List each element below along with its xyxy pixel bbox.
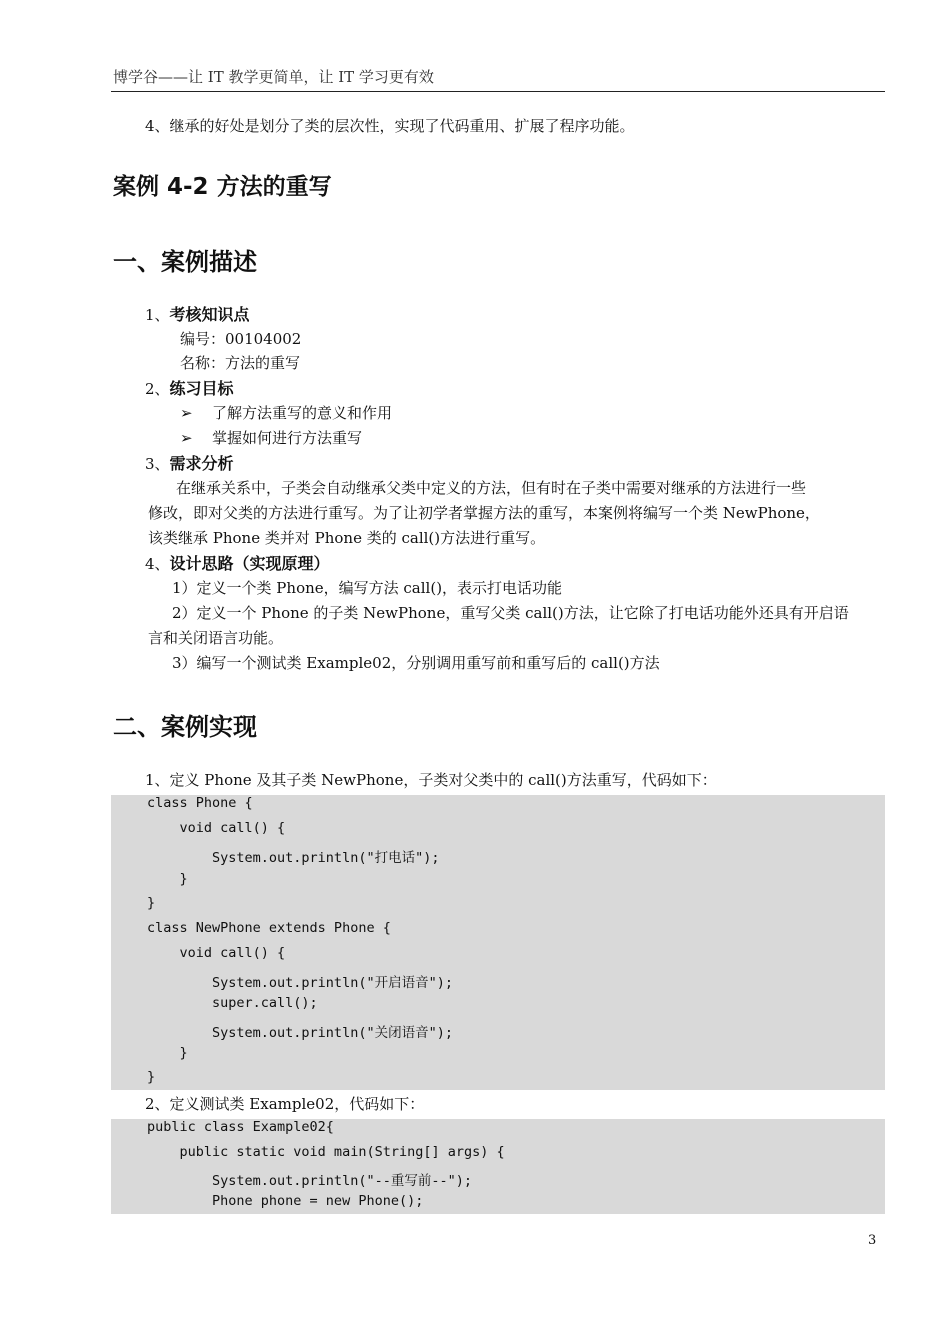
code-line: void call() { — [147, 820, 286, 836]
item-design-idea — [145, 551, 330, 577]
goal-list-item — [180, 426, 362, 451]
code-line: void call() { — [147, 945, 286, 961]
code-line: public static void main(String[] args) { — [147, 1144, 505, 1160]
design-line: 3）编写一个测试类 Example02，分别调用重写前和重写后的 call()方法 — [172, 654, 660, 672]
code-line: } — [147, 1045, 188, 1061]
code-line: public class Example02{ — [147, 1119, 334, 1135]
item-title: 练习目标 — [169, 379, 234, 398]
code-line: System.out.println("关闭语音"); — [147, 1025, 453, 1041]
page-header: 博学谷——让 IT 教学更简单，让 IT 学习更有效 — [113, 68, 434, 86]
page-number: 3 — [868, 1233, 877, 1248]
arrow-bullet-icon: ➢ — [180, 404, 193, 422]
item-knowledge-point — [145, 302, 250, 328]
code-line: class Phone { — [147, 795, 253, 811]
code-block-example02 — [111, 1119, 885, 1214]
item-number: 1、 — [145, 306, 170, 324]
code-block-phone — [111, 795, 885, 1090]
item-title: 设计思路（实现原理） — [169, 554, 330, 573]
code-line: super.call(); — [147, 995, 318, 1011]
knowledge-name: 名称：方法的重写 — [180, 354, 301, 372]
design-line: 言和关闭语言功能。 — [148, 629, 284, 647]
code-line: } — [147, 871, 188, 887]
code-line: System.out.println("打电话"); — [147, 850, 440, 866]
section-title-implementation: 二、案例实现 — [113, 713, 257, 741]
header-divider — [111, 91, 885, 92]
design-line: 1）定义一个类 Phone，编写方法 call()，表示打电话功能 — [172, 579, 563, 597]
design-line: 2）定义一个 Phone 的子类 NewPhone，重写父类 call()方法，让它除了打电话功能外还具有开启语 — [172, 604, 849, 622]
item-requirement-analysis — [145, 451, 234, 477]
item-number: 4、 — [145, 555, 170, 573]
code-line: System.out.println("开启语音"); — [147, 975, 453, 991]
analysis-line: 该类继承 Phone 类并对 Phone 类的 call()方法进行重写。 — [148, 529, 546, 547]
step-1-text: 1、定义 Phone 及其子类 NewPhone，子类对父类中的 call()方法重写，代码如下： — [145, 771, 717, 789]
item-practice-goal — [145, 376, 234, 402]
code-line: } — [147, 1069, 156, 1085]
item-number: 2、 — [145, 380, 170, 398]
goal-text: 掌握如何进行方法重写 — [212, 429, 363, 447]
code-line: } — [147, 895, 156, 911]
item-number: 3、 — [145, 455, 170, 473]
analysis-line: 修改，即对父类的方法进行重写。为了让初学者掌握方法的重写，本案例将编写一个类 NewPhone， — [148, 504, 820, 522]
code-line: Phone phone = new Phone(); — [147, 1193, 424, 1209]
knowledge-id: 编号：00104002 — [180, 330, 302, 348]
inheritance-benefit-text: 4、继承的好处是划分了类的层次性，实现了代码重用、扩展了程序功能。 — [145, 117, 635, 135]
analysis-line: 在继承关系中，子类会自动继承父类中定义的方法，但有时在子类中需要对继承的方法进行一些 — [176, 479, 807, 497]
goal-list-item — [180, 401, 392, 426]
item-title: 需求分析 — [169, 454, 234, 473]
section-title-description: 一、案例描述 — [113, 248, 257, 276]
code-line: class NewPhone extends Phone { — [147, 920, 391, 936]
step-2-text: 2、定义测试类 Example02，代码如下： — [145, 1095, 425, 1113]
item-title: 考核知识点 — [169, 305, 250, 324]
arrow-bullet-icon: ➢ — [180, 429, 193, 447]
case-title: 案例 4-2 方法的重写 — [113, 174, 332, 200]
code-line: System.out.println("--重写前--"); — [147, 1173, 472, 1189]
goal-text: 了解方法重写的意义和作用 — [212, 404, 393, 422]
